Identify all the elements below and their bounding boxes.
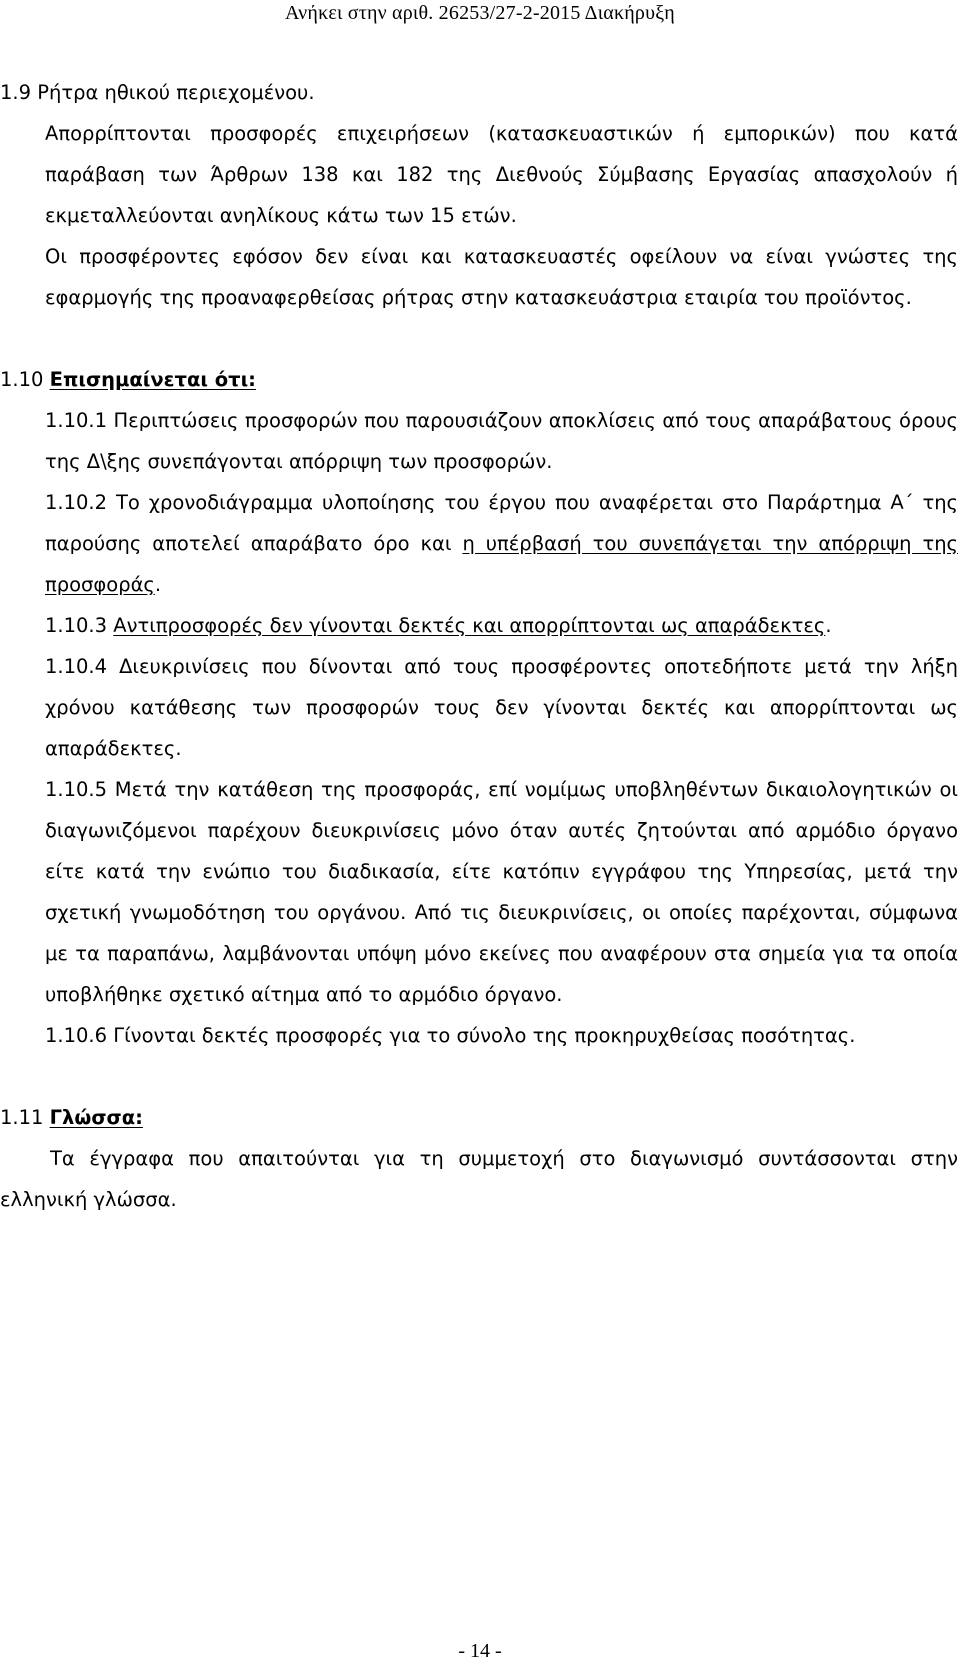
section-1-9-title: 1.9 Ρήτρα ηθικού περιεχομένου. — [0, 81, 315, 104]
section-1-9-paragraph-2: Οι προσφέροντες εφόσον δεν είναι και κατασκευαστές οφείλουν να είναι γνώστες της εφαρμογής της προαναφερθείσας ρήτρας στην κατασκευάστρια εταιρία του προϊόντος. — [45, 245, 958, 309]
item-1-10-2-text: 1.10.2 Το χρονοδιάγραμμα υλοποίησης του έργου που αναφέρεται στο Παράρτημα Α΄ της παρούσης αποτελεί απαράβατο όρο και — [45, 491, 958, 555]
item-1-10-6: 1.10.6 Γίνονται δεκτές προσφορές για το σύνολο της προκηρυχθείσας ποσότητας. — [45, 1024, 856, 1047]
section-1-11-paragraph: Τα έγγραφα που απαιτούνται για τη συμμετοχή στο διαγωνισμό συντάσσονται στην ελληνική γλώσσα. — [0, 1147, 958, 1211]
section-1-10-title: Επισημαίνεται ότι: — [49, 368, 256, 391]
section-1-10-number: 1.10 — [0, 368, 44, 391]
item-1-10-3-number: 1.10.3 — [45, 614, 114, 637]
page-number: - 14 - — [458, 1640, 502, 1662]
item-1-10-1: 1.10.1 Περιπτώσεις προσφορών που παρουσιάζουν αποκλίσεις από τους απαράβατους όρους της Δ\ξης συνεπάγονται απόρριψη των προσφορών. — [45, 409, 958, 473]
item-1-10-3 — [0, 605, 958, 646]
document-body — [0, 72, 958, 1220]
item-1-10-3-end: . — [825, 614, 832, 637]
section-1-11-heading — [0, 1097, 958, 1138]
page-header: Ανήκει στην αριθ. 26253/27-2-2015 Διακήρυξη — [285, 2, 675, 24]
section-1-11-number: 1.11 — [0, 1106, 44, 1129]
section-1-11-title: Γλώσσα: — [49, 1106, 143, 1129]
item-1-10-5: 1.10.5 Μετά την κατάθεση της προσφοράς, επί νομίμως υποβληθέντων δικαιολογητικών οι διαγωνιζόμενοι παρέχουν διευκρινίσεις μόνο όταν αυτές ζητούνται από αρμόδιο όργανο είτε κατά την ενώπιο του διαδικασία, είτε κατόπιν εγγράφου της Υπηρεσίας, μετά την σχετική γνωμοδότηση του οργάνου. Από τις διευκρινίσεις, οι οποίες παρέχονται, σύμφωνα με τα παραπάνω, λαμβάνονται υπόψη μόνο εκείνες που αναφέρουν στα σημεία για τα οποία υποβλήθηκε σχετικό αίτημα από το αρμόδιο όργανο. — [45, 778, 958, 1006]
section-1-10-heading — [0, 359, 958, 400]
section-1-9-paragraph-1: Απορρίπτονται προσφορές επιχειρήσεων (κατασκευαστικών ή εμπορικών) που κατά παράβαση των Άρθρων 138 και 182 της Διεθνούς Σύμβασης Εργασίας απασχολούν ή εκμεταλλεύονται ανηλίκους κάτω των 15 ετών. — [45, 122, 958, 227]
spacer — [0, 318, 958, 359]
item-1-10-4: 1.10.4 Διευκρινίσεις που δίνονται από τους προσφέροντες οποτεδήποτε μετά την λήξη χρόνου κατάθεσης των προσφορών τους δεν γίνονται δεκτές και απορρίπτονται ως απαράδεκτες. — [45, 655, 958, 760]
item-1-10-3-underlined: Αντιπροσφορές δεν γίνονται δεκτές και απορρίπτονται ως απαράδεκτες — [113, 614, 826, 637]
item-1-10-2 — [0, 482, 958, 605]
item-1-10-2-underlined: η υπέρβασή του συνεπάγεται την απόρριψη της προσφοράς — [45, 532, 959, 596]
item-1-10-2-end: . — [154, 573, 162, 596]
spacer — [0, 1056, 958, 1097]
